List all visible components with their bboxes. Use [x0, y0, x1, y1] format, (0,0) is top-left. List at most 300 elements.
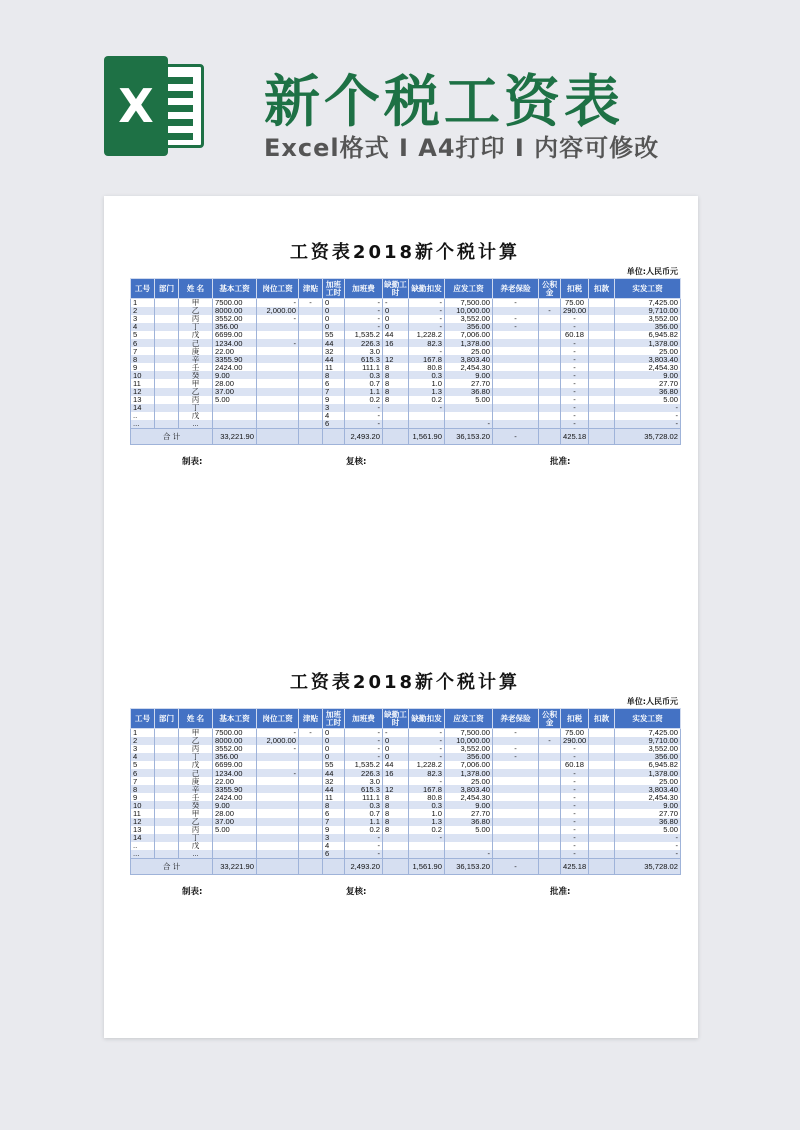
- table-cell: [257, 420, 299, 428]
- table-cell: -: [345, 842, 383, 850]
- total-cell: [299, 428, 323, 444]
- table-cell: [493, 371, 539, 379]
- table-cell: 3: [131, 315, 155, 323]
- table-cell: ...: [179, 850, 213, 858]
- total-cell: [383, 858, 409, 874]
- table-cell: 2,000.00: [257, 307, 299, 315]
- total-cell: 425.18: [561, 428, 589, 444]
- column-header: 加班工时: [323, 279, 345, 299]
- table-cell: [155, 834, 179, 842]
- table-cell: 27.70: [445, 809, 493, 817]
- table-cell: 0: [323, 323, 345, 331]
- table-cell: 10: [131, 801, 155, 809]
- table-cell: 0: [383, 737, 409, 745]
- table-cell: [539, 355, 561, 363]
- table-cell: [589, 347, 615, 355]
- table-cell: -: [561, 323, 589, 331]
- table-cell: [299, 315, 323, 323]
- column-header: 工号: [131, 709, 155, 729]
- table-row: [131, 404, 681, 412]
- table-cell: [155, 404, 179, 412]
- table-cell: -: [561, 412, 589, 420]
- table-cell: 1,378.00: [445, 769, 493, 777]
- table-cell: 10,000.00: [445, 307, 493, 315]
- total-cell: [383, 428, 409, 444]
- table-row: [131, 850, 681, 858]
- table-cell: 5.00: [615, 396, 681, 404]
- table-cell: 2424.00: [213, 363, 257, 371]
- table-cell: 36.80: [445, 818, 493, 826]
- table-cell: [493, 842, 539, 850]
- table-cell: [257, 850, 299, 858]
- table-cell: [493, 769, 539, 777]
- table-cell: [299, 801, 323, 809]
- table-cell: 10: [131, 371, 155, 379]
- total-cell: [539, 428, 561, 444]
- table-row: [131, 842, 681, 850]
- table-cell: 80.8: [409, 793, 445, 801]
- table-cell: 37.00: [213, 818, 257, 826]
- table-cell: 丙: [179, 396, 213, 404]
- table-cell: 壬: [179, 793, 213, 801]
- table-cell: [589, 761, 615, 769]
- table-cell: [155, 809, 179, 817]
- table-cell: 0: [323, 729, 345, 737]
- table-cell: [257, 347, 299, 355]
- approver-label: 批准:: [550, 886, 571, 897]
- table-cell: 1.0: [409, 809, 445, 817]
- table-cell: [299, 737, 323, 745]
- table-cell: [155, 777, 179, 785]
- table-cell: 2,454.30: [615, 793, 681, 801]
- table-cell: [155, 769, 179, 777]
- table-cell: [257, 834, 299, 842]
- table-cell: 167.8: [409, 355, 445, 363]
- table-cell: -: [409, 307, 445, 315]
- column-header: 津贴: [299, 279, 323, 299]
- column-header: 实发工资: [615, 279, 681, 299]
- table-cell: 8: [383, 363, 409, 371]
- table-cell: [257, 412, 299, 420]
- table-cell: 75.00: [561, 299, 589, 307]
- table-cell: -: [561, 826, 589, 834]
- table-cell: [589, 307, 615, 315]
- table-cell: 13: [131, 396, 155, 404]
- table-cell: 3: [323, 404, 345, 412]
- table-cell: [155, 793, 179, 801]
- column-header: 加班费: [345, 709, 383, 729]
- total-cell: [257, 428, 299, 444]
- table-cell: [213, 412, 257, 420]
- table-cell: -: [561, 347, 589, 355]
- table-cell: 甲: [179, 379, 213, 387]
- table-cell: [299, 396, 323, 404]
- table-cell: -: [539, 307, 561, 315]
- table-cell: [589, 753, 615, 761]
- table-cell: 60.18: [561, 761, 589, 769]
- table-cell: 3,552.00: [615, 745, 681, 753]
- sheet-title: 工资表2018新个税计算: [289, 672, 521, 693]
- column-header: 扣款: [589, 709, 615, 729]
- table-cell: [493, 355, 539, 363]
- table-cell: 7,425.00: [615, 729, 681, 737]
- table-cell: -: [493, 745, 539, 753]
- table-cell: 9.00: [445, 371, 493, 379]
- total-cell: [589, 428, 615, 444]
- table-cell: [589, 834, 615, 842]
- table-cell: -: [615, 412, 681, 420]
- table-cell: 12: [131, 818, 155, 826]
- table-cell: -: [561, 745, 589, 753]
- table-cell: 戊: [179, 842, 213, 850]
- table-cell: [155, 388, 179, 396]
- table-cell: 356.00: [615, 753, 681, 761]
- table-cell: [155, 729, 179, 737]
- table-cell: -: [409, 777, 445, 785]
- column-header: 扣税: [561, 709, 589, 729]
- table-cell: 82.3: [409, 339, 445, 347]
- table-cell: 3552.00: [213, 315, 257, 323]
- table-cell: -: [493, 315, 539, 323]
- table-cell: [539, 818, 561, 826]
- table-cell: -: [561, 363, 589, 371]
- table-cell: -: [409, 347, 445, 355]
- table-cell: [257, 777, 299, 785]
- table-cell: [539, 404, 561, 412]
- table-cell: [539, 729, 561, 737]
- table-cell: 0: [323, 299, 345, 307]
- table-cell: [155, 420, 179, 428]
- table-cell: 3355.90: [213, 355, 257, 363]
- table-cell: [589, 412, 615, 420]
- table-cell: [257, 753, 299, 761]
- currency-unit: 单位:人民币元: [626, 697, 678, 706]
- table-cell: [155, 737, 179, 745]
- table-cell: 11: [131, 809, 155, 817]
- table-cell: 12: [131, 388, 155, 396]
- table-cell: 356.00: [615, 323, 681, 331]
- column-header: 工号: [131, 279, 155, 299]
- table-cell: -: [561, 379, 589, 387]
- table-cell: [589, 818, 615, 826]
- table-row: [131, 761, 681, 769]
- table-cell: 8: [383, 379, 409, 387]
- table-cell: 0.2: [345, 826, 383, 834]
- table-cell: -: [383, 299, 409, 307]
- table-cell: 1234.00: [213, 769, 257, 777]
- table-row: [131, 331, 681, 339]
- column-header: 缺勤扣发: [409, 279, 445, 299]
- total-cell: -: [493, 428, 539, 444]
- table-cell: 2: [131, 737, 155, 745]
- column-header: 实发工资: [615, 709, 681, 729]
- table-cell: [539, 793, 561, 801]
- table-cell: 2,000.00: [257, 737, 299, 745]
- table-cell: 27.70: [615, 809, 681, 817]
- table-cell: [155, 761, 179, 769]
- table-cell: -: [299, 299, 323, 307]
- table-cell: [299, 347, 323, 355]
- total-cell: 36,153.20: [445, 428, 493, 444]
- signature-line: [130, 881, 680, 903]
- table-cell: 8000.00: [213, 307, 257, 315]
- table-row: [131, 745, 681, 753]
- table-cell: [257, 331, 299, 339]
- table-cell: 0.3: [345, 801, 383, 809]
- table-cell: 75.00: [561, 729, 589, 737]
- table-cell: [493, 793, 539, 801]
- table-cell: [299, 339, 323, 347]
- table-cell: 己: [179, 769, 213, 777]
- table-cell: -: [561, 355, 589, 363]
- table-cell: 3,803.40: [615, 785, 681, 793]
- table-cell: -: [257, 299, 299, 307]
- table-cell: [257, 801, 299, 809]
- table-cell: [589, 420, 615, 428]
- table-cell: 0.3: [409, 371, 445, 379]
- table-cell: [539, 842, 561, 850]
- table-cell: [539, 388, 561, 396]
- table-cell: 4: [323, 842, 345, 850]
- table-cell: [155, 299, 179, 307]
- table-cell: [257, 842, 299, 850]
- payroll-sheet-1: [130, 240, 680, 473]
- table-cell: [539, 761, 561, 769]
- table-cell: -: [561, 818, 589, 826]
- table-cell: [539, 347, 561, 355]
- reviewer-label: 复核:: [346, 886, 367, 897]
- table-cell: 8: [383, 809, 409, 817]
- table-cell: ...: [131, 420, 155, 428]
- table-cell: 356.00: [445, 753, 493, 761]
- table-cell: [539, 299, 561, 307]
- table-row: [131, 793, 681, 801]
- column-header: 加班费: [345, 279, 383, 299]
- table-cell: [445, 412, 493, 420]
- total-cell: 425.18: [561, 858, 589, 874]
- table-cell: [493, 785, 539, 793]
- table-cell: [409, 842, 445, 850]
- table-cell: [299, 809, 323, 817]
- table-cell: 11: [131, 379, 155, 387]
- table-row: [131, 371, 681, 379]
- table-cell: 25.00: [615, 347, 681, 355]
- table-row: [131, 737, 681, 745]
- table-cell: [299, 777, 323, 785]
- table-cell: 7,500.00: [445, 299, 493, 307]
- column-header: 部门: [155, 709, 179, 729]
- table-cell: 1: [131, 729, 155, 737]
- table-cell: 1.1: [345, 818, 383, 826]
- table-cell: 9.00: [213, 371, 257, 379]
- table-cell: -: [345, 299, 383, 307]
- table-cell: [539, 745, 561, 753]
- table-cell: [589, 785, 615, 793]
- table-cell: 乙: [179, 388, 213, 396]
- table-cell: 9: [323, 826, 345, 834]
- excel-icon-letter: X: [104, 56, 168, 156]
- table-cell: 14: [131, 404, 155, 412]
- table-cell: -: [561, 850, 589, 858]
- table-cell: 8: [383, 793, 409, 801]
- table-cell: 8: [383, 396, 409, 404]
- table-cell: 25.00: [445, 777, 493, 785]
- table-cell: 356.00: [213, 753, 257, 761]
- table-cell: 1,378.00: [615, 339, 681, 347]
- table-cell: 8: [383, 801, 409, 809]
- table-row: [131, 826, 681, 834]
- table-cell: 0.7: [345, 379, 383, 387]
- table-cell: [299, 307, 323, 315]
- table-row: [131, 801, 681, 809]
- table-cell: 36.80: [445, 388, 493, 396]
- table-cell: -: [561, 420, 589, 428]
- maker-label: 制表:: [182, 456, 203, 467]
- table-row: [131, 753, 681, 761]
- table-cell: [493, 834, 539, 842]
- table-cell: -: [561, 834, 589, 842]
- table-cell: -: [493, 729, 539, 737]
- table-cell: 7: [131, 347, 155, 355]
- table-cell: 25.00: [615, 777, 681, 785]
- table-cell: [155, 331, 179, 339]
- table-cell: -: [345, 729, 383, 737]
- column-header: 岗位工资: [257, 279, 299, 299]
- table-cell: 4: [131, 323, 155, 331]
- table-cell: 0.7: [345, 809, 383, 817]
- table-cell: 2,454.30: [615, 363, 681, 371]
- table-cell: 11: [323, 793, 345, 801]
- signature-line: [130, 451, 680, 473]
- table-row: [131, 388, 681, 396]
- table-cell: -: [445, 420, 493, 428]
- currency-unit: 单位:人民币元: [626, 267, 678, 276]
- table-cell: [589, 379, 615, 387]
- table-cell: 22.00: [213, 777, 257, 785]
- table-cell: 壬: [179, 363, 213, 371]
- table-cell: [589, 809, 615, 817]
- table-cell: 615.3: [345, 785, 383, 793]
- table-row: [131, 769, 681, 777]
- column-header: 养老保险: [493, 709, 539, 729]
- table-cell: [155, 315, 179, 323]
- table-cell: 0: [323, 753, 345, 761]
- table-cell: -: [345, 420, 383, 428]
- table-cell: 3.0: [345, 347, 383, 355]
- table-cell: 8: [383, 371, 409, 379]
- total-cell: 33,221.90: [213, 858, 257, 874]
- table-cell: [493, 339, 539, 347]
- table-cell: [257, 404, 299, 412]
- table-cell: [589, 323, 615, 331]
- table-cell: 1.3: [409, 388, 445, 396]
- table-cell: [493, 818, 539, 826]
- total-cell: [323, 428, 345, 444]
- table-cell: 6: [323, 379, 345, 387]
- table-cell: 甲: [179, 809, 213, 817]
- table-cell: 甲: [179, 299, 213, 307]
- table-cell: -: [409, 834, 445, 842]
- table-cell: [539, 785, 561, 793]
- column-header: 缺勤扣发: [409, 709, 445, 729]
- table-row: [131, 323, 681, 331]
- table-cell: [155, 412, 179, 420]
- table-cell: -: [345, 737, 383, 745]
- table-cell: [539, 412, 561, 420]
- table-cell: [155, 396, 179, 404]
- table-cell: [493, 850, 539, 858]
- column-header: 应发工资: [445, 709, 493, 729]
- table-cell: [299, 761, 323, 769]
- column-header: 缺勤工时: [384, 709, 407, 727]
- table-cell: [213, 404, 257, 412]
- table-cell: [257, 818, 299, 826]
- table-cell: 5.00: [445, 826, 493, 834]
- table-cell: 1,378.00: [615, 769, 681, 777]
- table-cell: [409, 850, 445, 858]
- table-cell: [539, 420, 561, 428]
- table-cell: 0.2: [409, 396, 445, 404]
- table-cell: [493, 379, 539, 387]
- column-header: 扣款: [589, 279, 615, 299]
- table-cell: 5.00: [213, 826, 257, 834]
- table-cell: 37.00: [213, 388, 257, 396]
- column-header: 部门: [155, 279, 179, 299]
- table-cell: 27.70: [445, 379, 493, 387]
- table-cell: 8: [323, 371, 345, 379]
- table-cell: 5.00: [213, 396, 257, 404]
- table-row: [131, 785, 681, 793]
- table-cell: 0: [323, 307, 345, 315]
- table-cell: 1,228.2: [409, 331, 445, 339]
- table-row: [131, 355, 681, 363]
- table-cell: [155, 818, 179, 826]
- column-header: 津贴: [299, 709, 323, 729]
- total-cell: 2,493.20: [345, 858, 383, 874]
- table-cell: [383, 347, 409, 355]
- table-cell: 庚: [179, 777, 213, 785]
- page-subtitle: Excel格式 Ⅰ A4打印 Ⅰ 内容可修改: [264, 134, 660, 162]
- table-cell: [493, 809, 539, 817]
- table-cell: 9.00: [445, 801, 493, 809]
- table-cell: [589, 355, 615, 363]
- table-cell: 16: [383, 339, 409, 347]
- table-cell: 丁: [179, 404, 213, 412]
- table-cell: 44: [383, 331, 409, 339]
- table-cell: 戊: [179, 412, 213, 420]
- table-cell: 12: [383, 785, 409, 793]
- table-cell: 0: [383, 753, 409, 761]
- table-cell: 2: [131, 307, 155, 315]
- table-cell: 2,454.30: [445, 793, 493, 801]
- table-cell: [589, 404, 615, 412]
- table-cell: [493, 388, 539, 396]
- table-cell: [299, 388, 323, 396]
- total-cell: 1,561.90: [409, 858, 445, 874]
- table-cell: -: [409, 737, 445, 745]
- table-cell: 乙: [179, 737, 213, 745]
- table-cell: [539, 363, 561, 371]
- table-cell: [589, 777, 615, 785]
- table-cell: [493, 331, 539, 339]
- table-cell: 14: [131, 834, 155, 842]
- table-cell: [155, 347, 179, 355]
- table-cell: 7500.00: [213, 299, 257, 307]
- table-cell: 9,710.00: [615, 737, 681, 745]
- table-cell: 36.80: [615, 388, 681, 396]
- table-cell: [539, 339, 561, 347]
- table-cell: [257, 761, 299, 769]
